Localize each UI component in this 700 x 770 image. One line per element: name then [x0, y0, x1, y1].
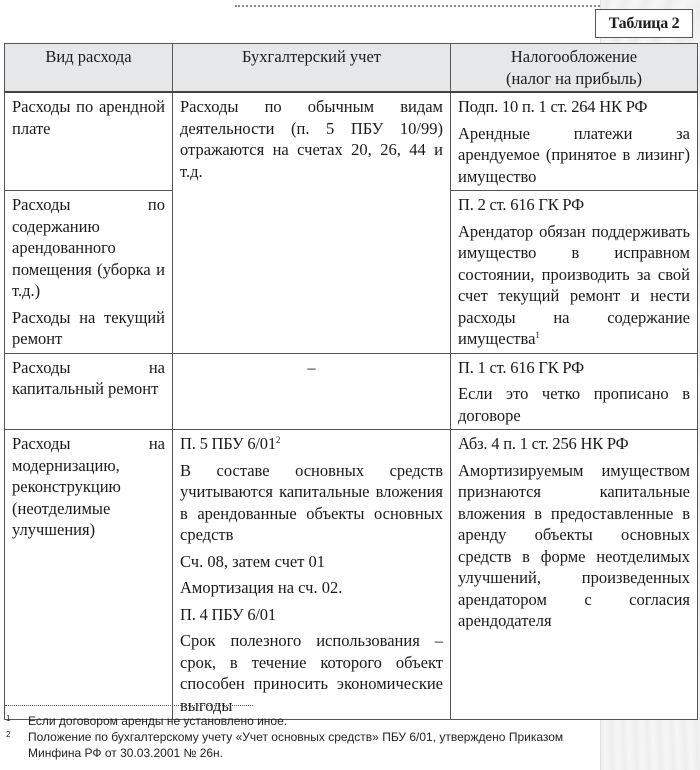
taxation-reference: Абз. 4 п. 1 ст. 256 НК РФ [458, 434, 629, 453]
cell-accounting [173, 92, 451, 353]
footnote-number: 2 [6, 730, 11, 739]
taxation-reference: Подп. 10 п. 1 ст. 264 НК РФ [458, 97, 648, 116]
footnote-text: Если договором аренды не установлено иное. [28, 714, 288, 728]
accounting-text: Расходы по обычным видам деятельности (п. 5 ПБУ 10/99) отражаются на счетах 20, 26, 44 и т.д. [180, 97, 443, 181]
accounting-text: Амортизация на сч. 02. [180, 578, 343, 597]
footnote-separator [5, 705, 253, 706]
table-row [5, 353, 698, 430]
taxation-reference: П. 1 ст. 616 ГК РФ [458, 357, 584, 377]
cell-expense [5, 191, 173, 354]
taxation-text-body: Арендатор обязан поддерживать имущество в исправном состоянии, производить за свой счет текущий ремонт и нести расходы на содержание имущества [458, 221, 690, 348]
header-taxation-line1: Налогообложение [510, 47, 638, 66]
cell-taxation [451, 191, 698, 354]
table-row [5, 92, 698, 191]
taxation-text: Амортизируемым имуществом признаются капитальные вложения в предоставленные в аренду объекты основных средств в форме неотделимых улучшений, произведенных арендатором с согласия арендодателя [458, 460, 690, 630]
expense-text: Расходы по содержанию арендованного помещения (уборка и т.д.) [12, 195, 165, 300]
cell-expense: Расходы по арендной плате [5, 92, 173, 191]
accounting-text: Сч. 08, затем счет 01 [180, 551, 326, 571]
accounting-reference-text: П. 5 ПБУ 6/01 [180, 434, 276, 453]
cell-expense: Расходы на капитальный ремонт [5, 353, 173, 430]
footnotes [4, 713, 604, 761]
accounting-dash: – [307, 357, 316, 377]
header-accounting: Бухгалтерский учет [173, 44, 451, 93]
expense-text: Расходы на текущий ремонт [12, 307, 165, 348]
accounting-text: В составе основных средств учитываются капитальные вложения в арендованные объекты основных средств [180, 460, 443, 544]
expense-table [4, 43, 698, 720]
accounting-reference [180, 433, 443, 455]
table-caption: Таблица 2 [595, 9, 693, 38]
taxation-text: Если это четко прописано в договоре [458, 384, 690, 425]
cell-taxation [451, 430, 698, 720]
accounting-reference: П. 4 ПБУ 6/01 [180, 604, 276, 624]
footnote-1 [4, 713, 604, 729]
footnote-marker[interactable]: 1 [535, 330, 540, 340]
footnote-marker[interactable]: 2 [275, 435, 281, 445]
taxation-text [458, 221, 690, 350]
header-taxation [451, 44, 698, 93]
cell-taxation [451, 353, 698, 430]
cell-expense: Расходы на модернизацию, реконструкцию (неотделимые улучшения) [5, 430, 173, 720]
accounting-text: Срок полезного использования – срок, в течение которого объект способен приносить экономические выгоды [180, 631, 443, 715]
cell-accounting [173, 353, 451, 430]
table-header-row [5, 44, 698, 93]
top-rule [235, 5, 600, 7]
cell-taxation [451, 92, 698, 191]
taxation-reference: П. 2 ст. 616 ГК РФ [458, 195, 584, 214]
header-taxation-line2: (налог на прибыль) [505, 68, 643, 88]
taxation-text: Арендные платежи за арендуемое (принятое в лизинг) имущество [458, 123, 690, 186]
footnote-text: Положение по бухгалтерскому учету «Учет основных средств» ПБУ 6/01, утверждено Приказом Минфина РФ от 30.03.2001 № 26н. [28, 730, 564, 760]
cell-accounting [173, 430, 451, 720]
header-expense-type: Вид расхода [5, 44, 173, 93]
table-row [5, 430, 698, 720]
footnote-number: 1 [6, 714, 11, 723]
footnote-2 [4, 729, 604, 761]
